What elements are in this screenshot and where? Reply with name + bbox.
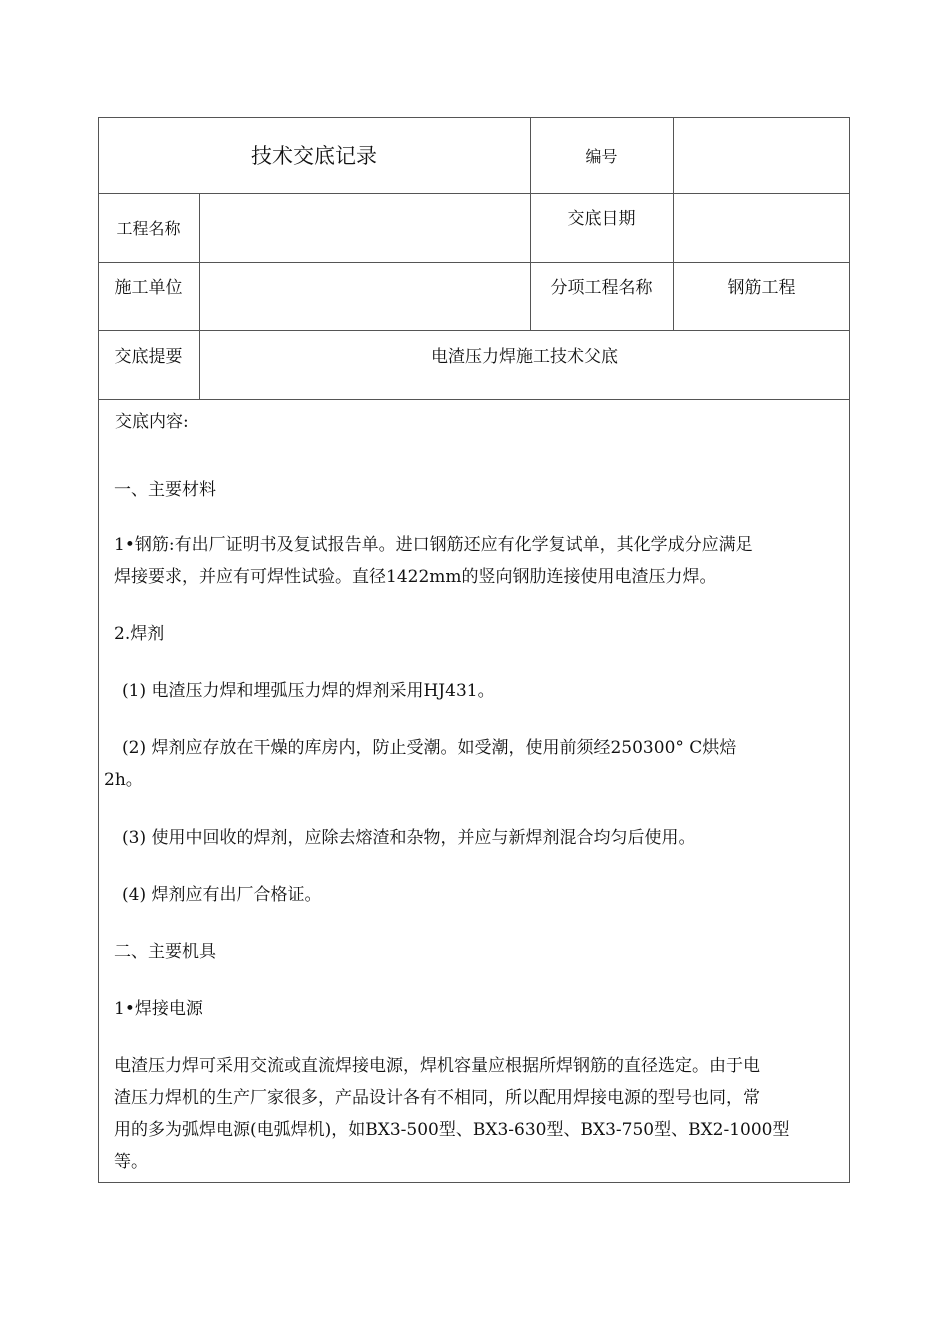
item-power-source: 1•焊接电源 bbox=[114, 999, 203, 1019]
content-heading: 交底内容: bbox=[115, 412, 189, 432]
summary-value: 电渣压力焊施工技术父底 bbox=[431, 346, 618, 367]
project-name-label: 工程名称 bbox=[116, 219, 181, 238]
section-materials-heading: 一、主要材料 bbox=[114, 480, 216, 500]
subproject-label: 分项工程名称 bbox=[550, 277, 653, 298]
summary-label: 交底提要 bbox=[114, 346, 183, 367]
item-rebar: 1•钢筋:有出厂证明书及复试报告单。进口钢筋还应有化学复试单，其化学成分应满足 bbox=[114, 535, 753, 555]
unit-value bbox=[199, 262, 530, 330]
flux-item-2-cont: 2h。 bbox=[104, 770, 143, 790]
number-label: 编号 bbox=[585, 146, 618, 166]
page-title: 技术交底记录 bbox=[251, 144, 377, 168]
flux-item-2: (2) 焊剂应存放在干燥的库房内，防止受潮。如受潮，使用前须经250300° C烘焙 bbox=[122, 738, 737, 758]
item-rebar-cont: 焊接要求，并应有可焊性试验。直径1422mm的竖向钢肋连接使用电渣压力焊。 bbox=[114, 567, 717, 587]
project-name-value bbox=[199, 193, 530, 262]
date-label: 交底日期 bbox=[567, 208, 636, 229]
number-value bbox=[673, 117, 850, 193]
unit-label: 施工单位 bbox=[114, 277, 183, 298]
section-tools-heading: 二、主要机具 bbox=[114, 942, 216, 962]
subproject-value: 钢筋工程 bbox=[727, 277, 796, 298]
item-flux: 2.焊剂 bbox=[114, 624, 165, 644]
power-paragraph-line-1: 电渣压力焊可采用交流或直流焊接电源，焊机容量应根据所焊钢筋的直径选定。由于电 bbox=[114, 1056, 760, 1076]
power-paragraph-line-4: 等。 bbox=[114, 1152, 148, 1172]
power-paragraph-line-3: 用的多为弧焊电源(电弧焊机)，如BX3-500型、BX3-630型、BX3-750型、BX2-1000型 bbox=[114, 1120, 790, 1140]
flux-item-1: (1) 电渣压力焊和埋弧压力焊的焊剂采用HJ431。 bbox=[122, 681, 495, 701]
flux-item-4: (4) 焊剂应有出厂合格证。 bbox=[122, 885, 322, 905]
flux-item-3: (3) 使用中回收的焊剂，应除去熔渣和杂物，并应与新焊剂混合均匀后使用。 bbox=[122, 828, 696, 848]
date-value bbox=[673, 193, 850, 262]
power-paragraph-line-2: 渣压力焊机的生产厂家很多，产品设计各有不相同，所以配用焊接电源的型号也同，常 bbox=[114, 1088, 760, 1108]
table-rule bbox=[98, 399, 850, 400]
